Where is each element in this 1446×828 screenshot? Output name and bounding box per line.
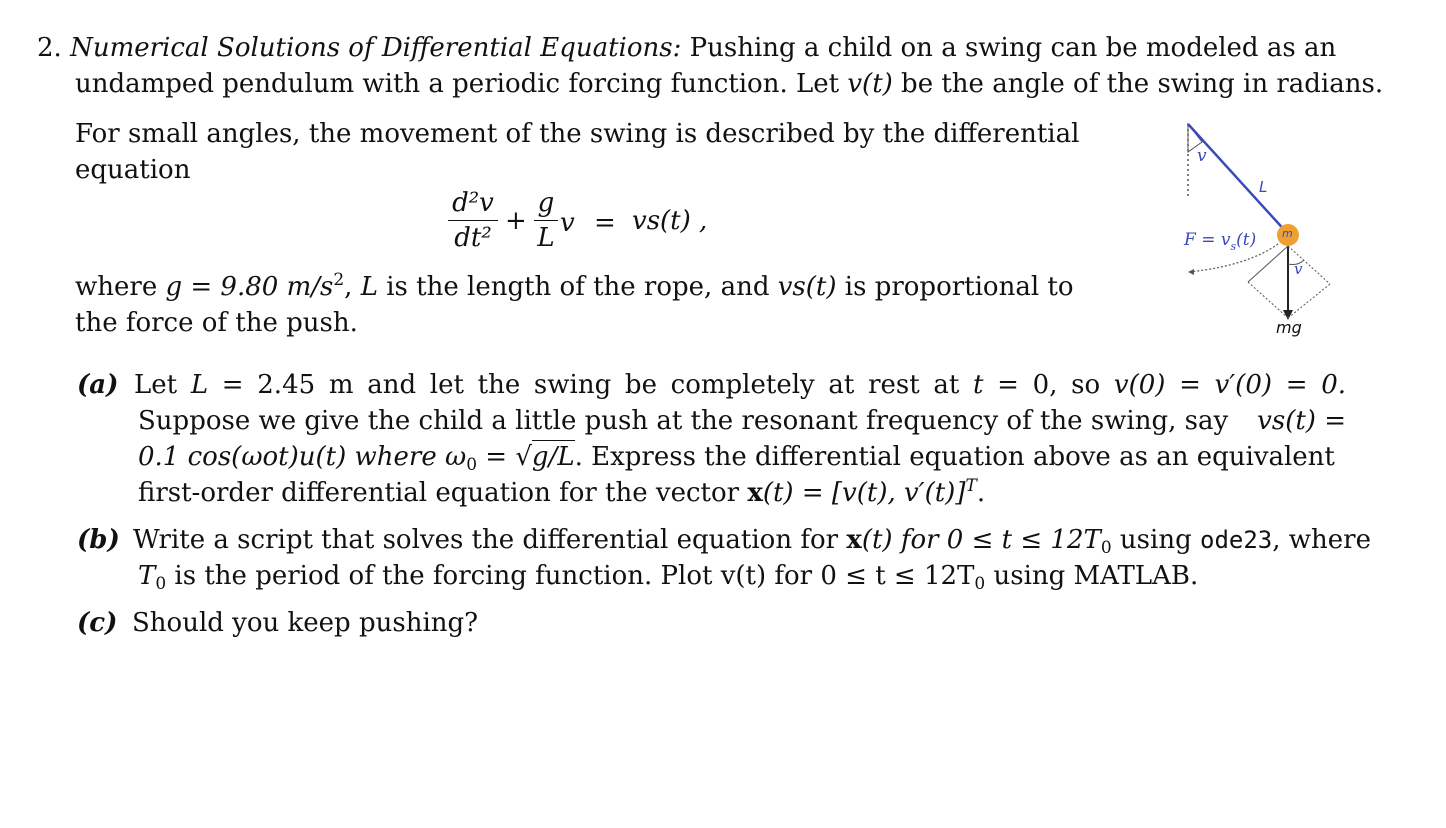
figure-angle-bottom: v — [1294, 260, 1303, 278]
rope-symbol: L — [360, 272, 378, 302]
equation-v: v — [560, 208, 575, 238]
part-a-line-1: Let L = 2.45 m and let the swing be completely at rest at t = 0, so v(0) = v′(0) = 0. — [134, 370, 1347, 400]
where-text-c: is the length of the rope, and — [377, 272, 778, 302]
part-b-marker: (b) — [77, 525, 120, 555]
problem-title: Numerical Solutions of Differential Equations: — [70, 33, 682, 63]
small-angle-line-1: For small angles, the movement of the swing is described by the differential — [75, 119, 1080, 149]
figure-force-label: $F = v_s(t)$ — [1184, 230, 1257, 253]
where-text-d: is proportional to — [836, 272, 1074, 302]
angle-symbol: v(t) — [847, 69, 893, 99]
numerator-g: g — [537, 188, 555, 218]
small-angle-line-2: equation — [75, 155, 191, 185]
figure-mass-label: m — [1282, 227, 1293, 240]
where-text-b: , — [344, 272, 361, 302]
part-b-line-1: Write a script that solves the differential equation for x(t) for $0 \le t \le 12T_0$ using ode23, where — [133, 525, 1371, 558]
figure-rope-label: L — [1259, 178, 1268, 196]
denominator-l: L — [537, 223, 555, 253]
problem-number: 2. — [37, 33, 62, 63]
part-c-label — [77, 605, 117, 641]
part-a-line-3: 0.1 cos(ωot)u(t) where $\omega_0 = √g/L$. Express the differential equation above as an equivalent — [138, 442, 1335, 475]
intro-text-1: Pushing a child on a swing can be modeled as an — [689, 33, 1337, 63]
problem-intro-line-2 — [75, 66, 1384, 102]
ode23-code: ode23 — [1200, 526, 1273, 554]
part-b-line-2: $T_0$ is the period of the forcing function. Plot v(t) for $0 \le t \le 12T_0$ using MATLAB. — [138, 561, 1199, 594]
part-a-marker: (a) — [77, 370, 119, 400]
equation-rhs: vs(t) , — [632, 206, 708, 236]
figure-angle-top: v — [1197, 146, 1207, 166]
problem-intro-line-1 — [37, 30, 1346, 66]
rope-line — [1188, 124, 1288, 234]
where-text-a: where — [75, 272, 166, 302]
part-a-label — [77, 367, 118, 403]
where-line-1: where g = 9.80 $m/s^2$, L is the length of the rope, and vs(t) is proportional to — [75, 270, 1074, 302]
part-c-marker: (c) — [77, 608, 118, 638]
part-c-text: Should you keep pushing? — [132, 608, 479, 638]
second-derivative-fraction — [448, 188, 498, 253]
g-over-l-fraction — [534, 188, 558, 253]
numerator-d2v: d²v — [452, 188, 494, 218]
denominator-dt2: dt² — [454, 223, 492, 253]
forcing-symbol: vs(t) — [777, 272, 837, 302]
part-a-line-4: first-order differential equation for the vector x(t) = [v(t), v′(t)]$^T$. — [138, 476, 986, 508]
intro-text-2b: be the angle of the swing in radians. — [892, 69, 1384, 99]
where-line-2: the force of the push. — [75, 308, 358, 338]
part-b-label — [77, 522, 120, 558]
plus-sign: + — [505, 206, 527, 236]
equation-equals: = — [594, 208, 616, 238]
figure-weight-label: mg — [1276, 318, 1302, 337]
intro-text-2a: undamped pendulum with a periodic forcing function. Let — [75, 69, 848, 99]
gravity-value: g = 9.80 m/s — [165, 272, 334, 302]
part-a-line-2: Suppose we give the child a little push at the resonant frequency of the swing, say vs(t) = — [138, 406, 1346, 436]
